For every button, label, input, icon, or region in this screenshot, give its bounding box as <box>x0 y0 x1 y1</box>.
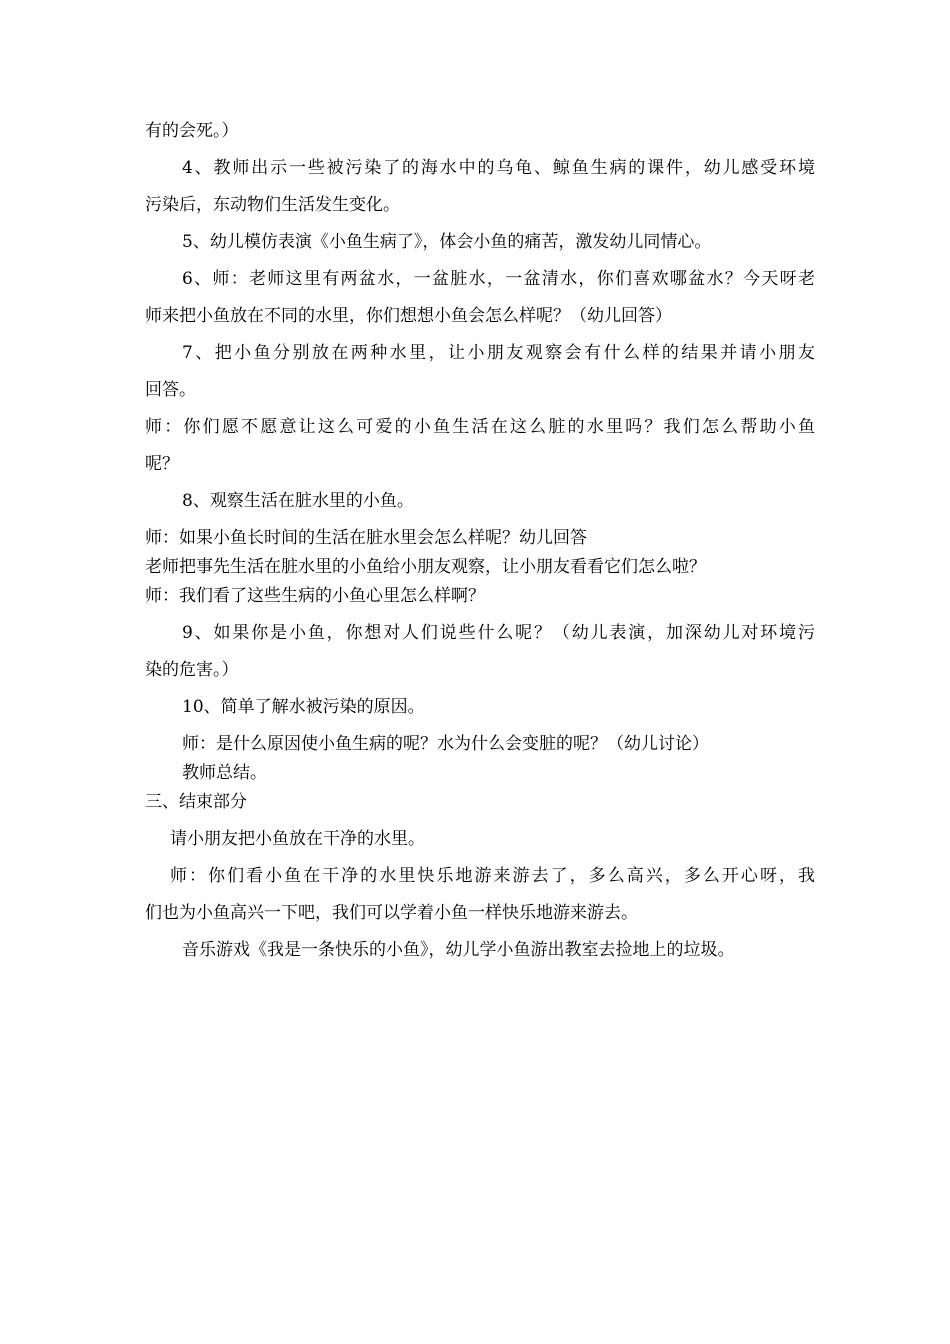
paragraph-line: 师来把小鱼放在不同的水里，你们想想小鱼会怎么样呢？（幼儿回答） <box>145 306 672 326</box>
paragraph-line: 7、把小鱼分别放在两种水里，让小朋友观察会有什么样的结果并请小朋友 <box>182 343 815 363</box>
paragraph-line: 9、如果你是小鱼，你想对人们说些什么呢？（幼儿表演，加深幼儿对环境污 <box>182 623 815 643</box>
paragraph-line: 呢？ <box>145 454 179 474</box>
paragraph-line: 4、教师出示一些被污染了的海水中的乌龟、鲸鱼生病的课件，幼儿感受环境 <box>182 158 815 178</box>
paragraph-line: 师：如果小鱼长时间的生活在脏水里会怎么样呢？幼儿回答 <box>145 528 587 548</box>
section-heading: 三、结束部分 <box>145 792 247 812</box>
paragraph-line: 老师把事先生活在脏水里的小鱼给小朋友观察，让小朋友看看它们怎么啦？ <box>145 557 706 577</box>
paragraph-line: 有的会死。） <box>145 121 239 141</box>
paragraph-line: 师：是什么原因使小鱼生病的呢？水为什么会变脏的呢？（幼儿讨论） <box>182 734 709 754</box>
paragraph-line: 师：你们看小鱼在干净的水里快乐地游来游去了，多么高兴，多么开心呀，我 <box>170 866 815 886</box>
paragraph-line: 师：你们愿不愿意让这么可爱的小鱼生活在这么脏的水里吗？我们怎么帮助小鱼 <box>145 417 815 437</box>
paragraph-line: 5、幼儿模仿表演《小鱼生病了》，体会小鱼的痛苦，激发幼儿同情心。 <box>182 232 712 252</box>
paragraph-line: 音乐游戏《我是一条快乐的小鱼》，幼儿学小鱼游出教室去捡地上的垃圾。 <box>182 940 735 960</box>
paragraph-line: 6、师：老师这里有两盆水，一盆脏水，一盆清水，你们喜欢哪盆水？今天呀老 <box>182 269 815 289</box>
paragraph-line: 染的危害。） <box>145 660 239 680</box>
paragraph-line: 师：我们看了这些生病的小鱼心里怎么样啊？ <box>145 586 485 606</box>
paragraph-line: 回答。 <box>145 380 196 400</box>
paragraph-line: 10、简单了解水被污染的原因。 <box>182 697 425 717</box>
document-body <box>145 119 815 975</box>
paragraph-line: 8、观察生活在脏水里的小鱼。 <box>182 491 414 511</box>
paragraph-line: 们也为小鱼高兴一下吧，我们可以学着小鱼一样快乐地游来游去。 <box>145 903 638 923</box>
paragraph-line: 请小朋友把小鱼放在干净的水里。 <box>170 829 425 849</box>
paragraph-line: 教师总结。 <box>182 763 267 783</box>
paragraph-line: 污染后，东动物们生活发生变化。 <box>145 195 400 215</box>
